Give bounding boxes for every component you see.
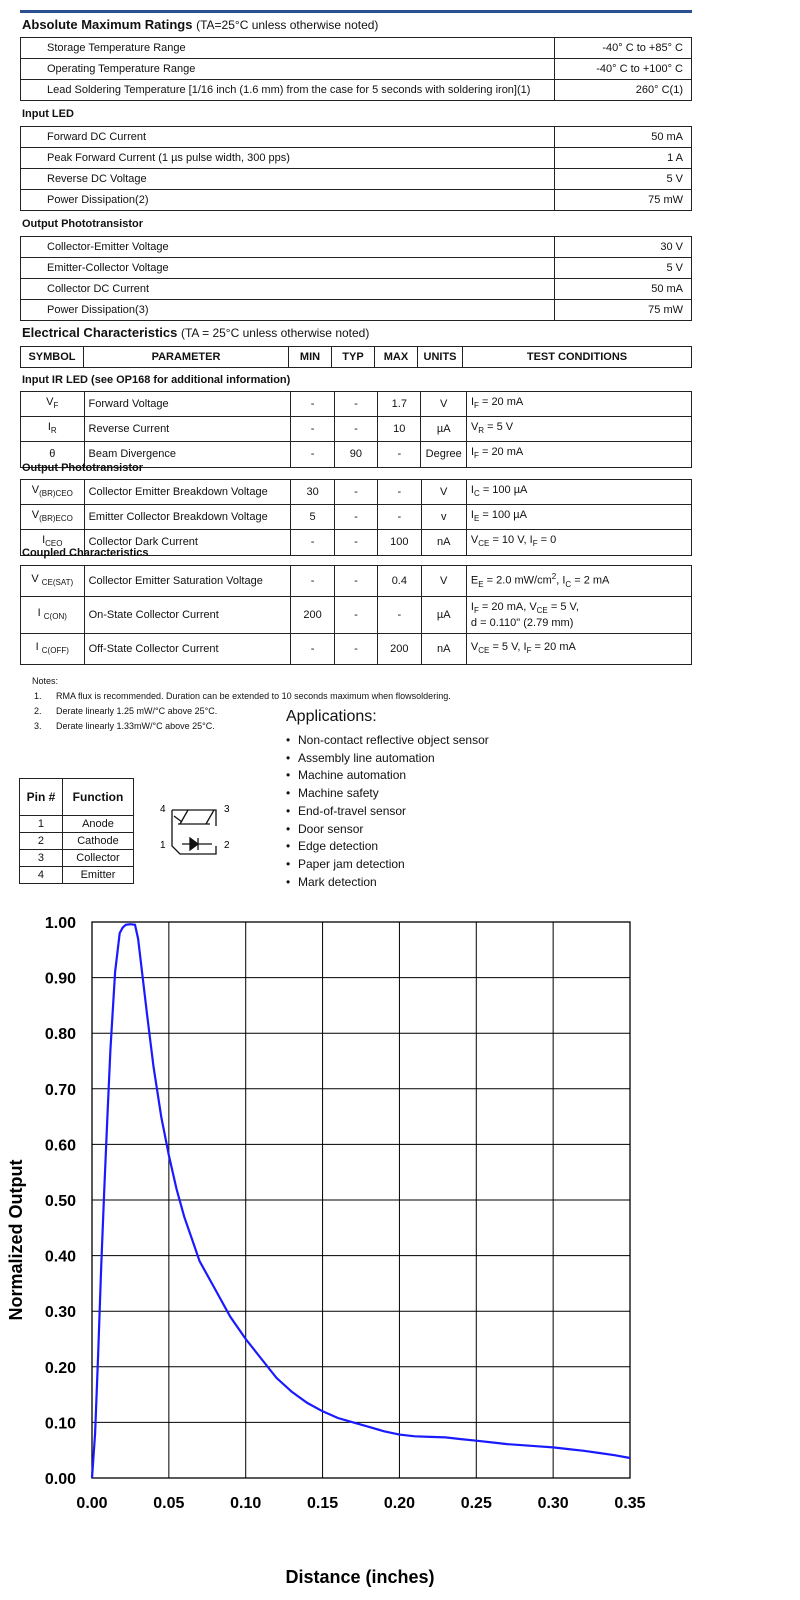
list-item: • Machine automation bbox=[286, 767, 489, 785]
value-cell: 260° C(1) bbox=[555, 80, 692, 101]
elec-output-title: Output Phototransistor bbox=[22, 462, 143, 474]
output-title: Output Phototransistor bbox=[22, 218, 143, 230]
light-arrow-icon bbox=[174, 816, 182, 822]
test-cell: $V_R = 5$ V bbox=[466, 417, 691, 442]
y-tick-label: 0.60 bbox=[44, 1137, 76, 1155]
table-row bbox=[21, 279, 692, 300]
value-cell: 30 V bbox=[555, 237, 692, 258]
test-cell-line2: d = 0.110" (2.79 mm) bbox=[470, 617, 574, 630]
list-item: • Edge detection bbox=[286, 838, 489, 856]
typ-cell: - bbox=[334, 530, 377, 555]
table-row bbox=[20, 833, 134, 850]
param-cell: Peak Forward Current (1 µs pulse width, 300 pps) bbox=[21, 148, 555, 169]
coupled-table bbox=[20, 565, 692, 665]
table-row bbox=[20, 850, 134, 867]
test-cell: $I_F = 20$ mA bbox=[466, 392, 691, 417]
note-number: 3. bbox=[34, 721, 42, 731]
coupled-title: Coupled Characteristics bbox=[22, 547, 149, 559]
test-cell: $V_{CE} = 10$ V, $I_F = 0$ bbox=[466, 530, 691, 555]
col-header: TEST CONDITIONS bbox=[463, 347, 692, 368]
units-cell: V bbox=[421, 392, 466, 417]
y-tick-label: 0.40 bbox=[44, 1248, 76, 1266]
table-row bbox=[21, 190, 692, 211]
abs-max-note: (TA=25°C unless otherwise noted) bbox=[196, 18, 379, 32]
value-cell: 5 V bbox=[555, 258, 692, 279]
param-cell: Collector Dark Current bbox=[84, 530, 291, 555]
test-cell: $E_E = 2.0$ $mW/cm^2$, $I_C = 2$ mA bbox=[466, 566, 691, 597]
list-item: • End-of-travel sensor bbox=[286, 803, 489, 821]
max-cell: - bbox=[378, 442, 421, 467]
note-item bbox=[36, 689, 451, 704]
output-table bbox=[20, 236, 692, 321]
schematic-diagram bbox=[158, 798, 238, 860]
x-tick-label: 0.30 bbox=[537, 1495, 569, 1512]
header-row bbox=[21, 347, 692, 368]
value-cell: 5 V bbox=[555, 169, 692, 190]
param-cell: Forward Voltage bbox=[84, 392, 291, 417]
symbol-cell: $V_F$ bbox=[21, 392, 85, 417]
table-row bbox=[21, 127, 692, 148]
table-row bbox=[21, 169, 692, 190]
y-tick-label: 0.50 bbox=[44, 1193, 76, 1210]
pin-number: 1 bbox=[20, 816, 63, 833]
typ-cell: - bbox=[334, 480, 377, 505]
min-cell: - bbox=[291, 634, 334, 665]
pin-function: Collector bbox=[62, 850, 133, 867]
x-tick-label: 0.00 bbox=[76, 1495, 108, 1512]
table-row bbox=[21, 38, 692, 59]
param-cell: Beam Divergence bbox=[84, 442, 291, 467]
pin-number: 4 bbox=[20, 867, 63, 884]
param-cell: Collector-Emitter Voltage bbox=[21, 237, 555, 258]
max-cell: 200 bbox=[378, 634, 421, 665]
table-row bbox=[21, 258, 692, 279]
symbol-cell: $V_{(BR)CEO}$ bbox=[21, 480, 85, 505]
col-header: Pin # bbox=[20, 779, 63, 816]
table-row bbox=[21, 480, 692, 505]
elec-title bbox=[22, 325, 369, 340]
note-item bbox=[36, 704, 451, 719]
y-tick-label: 0.10 bbox=[44, 1415, 76, 1433]
y-tick-label: 0.80 bbox=[44, 1026, 76, 1044]
units-cell: µA bbox=[421, 597, 466, 634]
elec-header-table bbox=[20, 346, 692, 368]
y-tick-label: 0.20 bbox=[44, 1359, 76, 1377]
list-item: • Assembly line automation bbox=[286, 750, 489, 768]
pin-number: 2 bbox=[20, 833, 63, 850]
min-cell: - bbox=[291, 417, 334, 442]
x-tick-label: 0.05 bbox=[153, 1495, 185, 1512]
units-cell: nA bbox=[421, 530, 466, 555]
max-cell: - bbox=[378, 480, 421, 505]
x-tick-label: 0.35 bbox=[614, 1495, 646, 1512]
col-header: TYP bbox=[332, 347, 375, 368]
param-cell: Lead Soldering Temperature [1/16 inch (1.6 mm) from the case for 5 seconds with soldering iron](1) bbox=[21, 80, 555, 101]
min-cell: 5 bbox=[291, 505, 334, 530]
typ-cell: - bbox=[334, 392, 377, 417]
abs-max-table bbox=[20, 37, 692, 101]
test-cell: $I_F = 20$ mA, $V_{CE} = 5$ V, d = 0.110" (2.79 mm) bbox=[466, 597, 691, 634]
max-cell: 10 bbox=[378, 417, 421, 442]
table-row bbox=[21, 300, 692, 321]
min-cell: - bbox=[291, 566, 334, 597]
pin-label-4: 4 bbox=[160, 804, 166, 815]
test-cell: $V_{CE} = 5$ V, $I_F = 20$ mA bbox=[466, 634, 691, 665]
typ-cell: - bbox=[334, 634, 377, 665]
table-row bbox=[21, 597, 692, 634]
value-cell: 1 A bbox=[555, 148, 692, 169]
table-row bbox=[21, 148, 692, 169]
pin-function: Cathode bbox=[62, 833, 133, 850]
min-cell: - bbox=[291, 530, 334, 555]
test-cell: $I_C = 100$ µA bbox=[466, 480, 691, 505]
param-cell: Storage Temperature Range bbox=[21, 38, 555, 59]
param-cell: Power Dissipation(3) bbox=[21, 300, 555, 321]
y-tick-labels bbox=[45, 915, 76, 1488]
units-cell: V bbox=[421, 566, 466, 597]
list-item: • Mark detection bbox=[286, 874, 489, 892]
y-tick-label: 0.70 bbox=[44, 1081, 76, 1099]
symbol-cell: θ bbox=[21, 442, 85, 467]
value-cell: 75 mW bbox=[555, 190, 692, 211]
min-cell: 200 bbox=[291, 597, 334, 634]
y-tick-label: 1.00 bbox=[44, 915, 76, 932]
pin-number: 3 bbox=[20, 850, 63, 867]
pin-function: Anode bbox=[62, 816, 133, 833]
typ-cell: 90 bbox=[334, 442, 377, 467]
normalized-output-chart bbox=[0, 900, 800, 1600]
max-cell: - bbox=[378, 505, 421, 530]
test-cell: $I_E = 100$ µA bbox=[466, 505, 691, 530]
typ-cell: - bbox=[334, 505, 377, 530]
applications-list bbox=[286, 732, 489, 891]
y-tick-label: 0.00 bbox=[44, 1471, 76, 1488]
table-row bbox=[21, 505, 692, 530]
col-header: UNITS bbox=[418, 347, 463, 368]
table-row bbox=[20, 867, 134, 884]
max-cell: 1.7 bbox=[378, 392, 421, 417]
x-tick-label: 0.10 bbox=[230, 1495, 262, 1512]
note-number: 2. bbox=[34, 706, 42, 716]
test-cell: $I_F = 20$ mA bbox=[466, 442, 691, 467]
min-cell: - bbox=[291, 392, 334, 417]
param-cell: Emitter-Collector Voltage bbox=[21, 258, 555, 279]
diode-icon bbox=[190, 838, 198, 850]
col-header: PARAMETER bbox=[84, 347, 289, 368]
param-cell: Emitter Collector Breakdown Voltage bbox=[84, 505, 291, 530]
x-axis-label: Distance (inches) bbox=[285, 1567, 435, 1587]
param-cell: Forward DC Current bbox=[21, 127, 555, 148]
min-cell: - bbox=[291, 442, 334, 467]
col-header: Function bbox=[62, 779, 133, 816]
table-row bbox=[21, 237, 692, 258]
elec-input-table bbox=[20, 391, 692, 468]
col-header: SYMBOL bbox=[21, 347, 84, 368]
value-cell: 75 mW bbox=[555, 300, 692, 321]
symbol-cell: $V_{(BR)ECO}$ bbox=[21, 505, 85, 530]
pin-label-1: 1 bbox=[160, 840, 166, 851]
max-cell: 0.4 bbox=[378, 566, 421, 597]
chart-grid bbox=[92, 922, 630, 1478]
notes-title: Notes: bbox=[32, 676, 59, 686]
elec-output-table bbox=[20, 479, 692, 556]
units-cell: nA bbox=[421, 634, 466, 665]
elec-note: (TA = 25°C unless otherwise noted) bbox=[181, 326, 370, 340]
list-item: • Door sensor bbox=[286, 821, 489, 839]
table-row bbox=[21, 634, 692, 665]
x-tick-labels bbox=[76, 1495, 645, 1512]
units-cell: V bbox=[421, 480, 466, 505]
applications-title: Applications: bbox=[286, 708, 377, 725]
table-row bbox=[21, 392, 692, 417]
table-row bbox=[21, 566, 692, 597]
list-item: • Machine safety bbox=[286, 785, 489, 803]
x-tick-label: 0.20 bbox=[383, 1495, 415, 1512]
collector-line bbox=[206, 810, 214, 824]
param-cell: On-State Collector Current bbox=[84, 597, 291, 634]
list-item: • Non-contact reflective object sensor bbox=[286, 732, 489, 750]
param-cell: Off-State Collector Current bbox=[84, 634, 291, 665]
abs-max-title-text: Absolute Maximum Ratings bbox=[22, 17, 193, 32]
note-number: 1. bbox=[34, 691, 42, 701]
value-cell: -40° C to +85° C bbox=[555, 38, 692, 59]
output-curve bbox=[92, 924, 630, 1478]
notes bbox=[32, 674, 451, 734]
typ-cell: - bbox=[334, 417, 377, 442]
elec-input-title: Input IR LED (see OP168 for additional information) bbox=[22, 374, 291, 386]
param-cell: Operating Temperature Range bbox=[21, 59, 555, 80]
note-text: RMA flux is recommended. Duration can be extended to 10 seconds maximum when flowsoldering. bbox=[56, 691, 451, 701]
input-led-title: Input LED bbox=[22, 108, 74, 120]
y-tick-label: 0.30 bbox=[44, 1304, 76, 1322]
symbol-cell: $I_R$ bbox=[21, 417, 85, 442]
table-row bbox=[21, 59, 692, 80]
pin-function: Emitter bbox=[62, 867, 133, 884]
max-cell: 100 bbox=[378, 530, 421, 555]
pin-table bbox=[19, 778, 134, 884]
elec-title-text: Electrical Characteristics bbox=[22, 325, 178, 340]
col-header: MIN bbox=[289, 347, 332, 368]
table-row bbox=[20, 816, 134, 833]
col-header: MAX bbox=[375, 347, 418, 368]
input-led-table bbox=[20, 126, 692, 211]
value-cell: -40° C to +100° C bbox=[555, 59, 692, 80]
x-tick-label: 0.15 bbox=[307, 1495, 339, 1512]
symbol-cell: V $_{CE(SAT)}$ bbox=[21, 566, 85, 597]
max-cell: - bbox=[378, 597, 421, 634]
pin-label-2: 2 bbox=[224, 840, 230, 851]
list-item: • Paper jam detection bbox=[286, 856, 489, 874]
x-tick-label: 0.25 bbox=[460, 1495, 492, 1512]
param-cell: Reverse DC Voltage bbox=[21, 169, 555, 190]
symbol-cell: I $_{C(ON)}$ bbox=[21, 597, 85, 634]
pin-label-3: 3 bbox=[224, 804, 230, 815]
typ-cell: - bbox=[334, 597, 377, 634]
header-row bbox=[20, 779, 134, 816]
param-cell: Collector Emitter Saturation Voltage bbox=[84, 566, 291, 597]
abs-max-title bbox=[22, 17, 378, 32]
note-text: Derate linearly 1.25 mW/°C above 25°C. bbox=[56, 706, 218, 716]
units-cell: v bbox=[421, 505, 466, 530]
param-cell: Collector DC Current bbox=[21, 279, 555, 300]
min-cell: 30 bbox=[291, 480, 334, 505]
symbol-cell: $I_{CEO}$ bbox=[21, 530, 85, 555]
typ-cell: - bbox=[334, 566, 377, 597]
symbol-cell: I $_{C(OFF)}$ bbox=[21, 634, 85, 665]
param-cell: Power Dissipation(2) bbox=[21, 190, 555, 211]
value-cell: 50 mA bbox=[555, 127, 692, 148]
param-cell: Reverse Current bbox=[84, 417, 291, 442]
value-cell: 50 mA bbox=[555, 279, 692, 300]
table-row bbox=[21, 417, 692, 442]
units-cell: Degree bbox=[421, 442, 466, 467]
y-axis-label: Normalized Output bbox=[6, 1159, 26, 1321]
units-cell: µA bbox=[421, 417, 466, 442]
table-row bbox=[21, 80, 692, 101]
header-rule bbox=[20, 10, 692, 13]
note-text: Derate linearly 1.33mW/°C above 25°C. bbox=[56, 721, 215, 731]
param-cell: Collector Emitter Breakdown Voltage bbox=[84, 480, 291, 505]
y-tick-label: 0.90 bbox=[44, 970, 76, 988]
